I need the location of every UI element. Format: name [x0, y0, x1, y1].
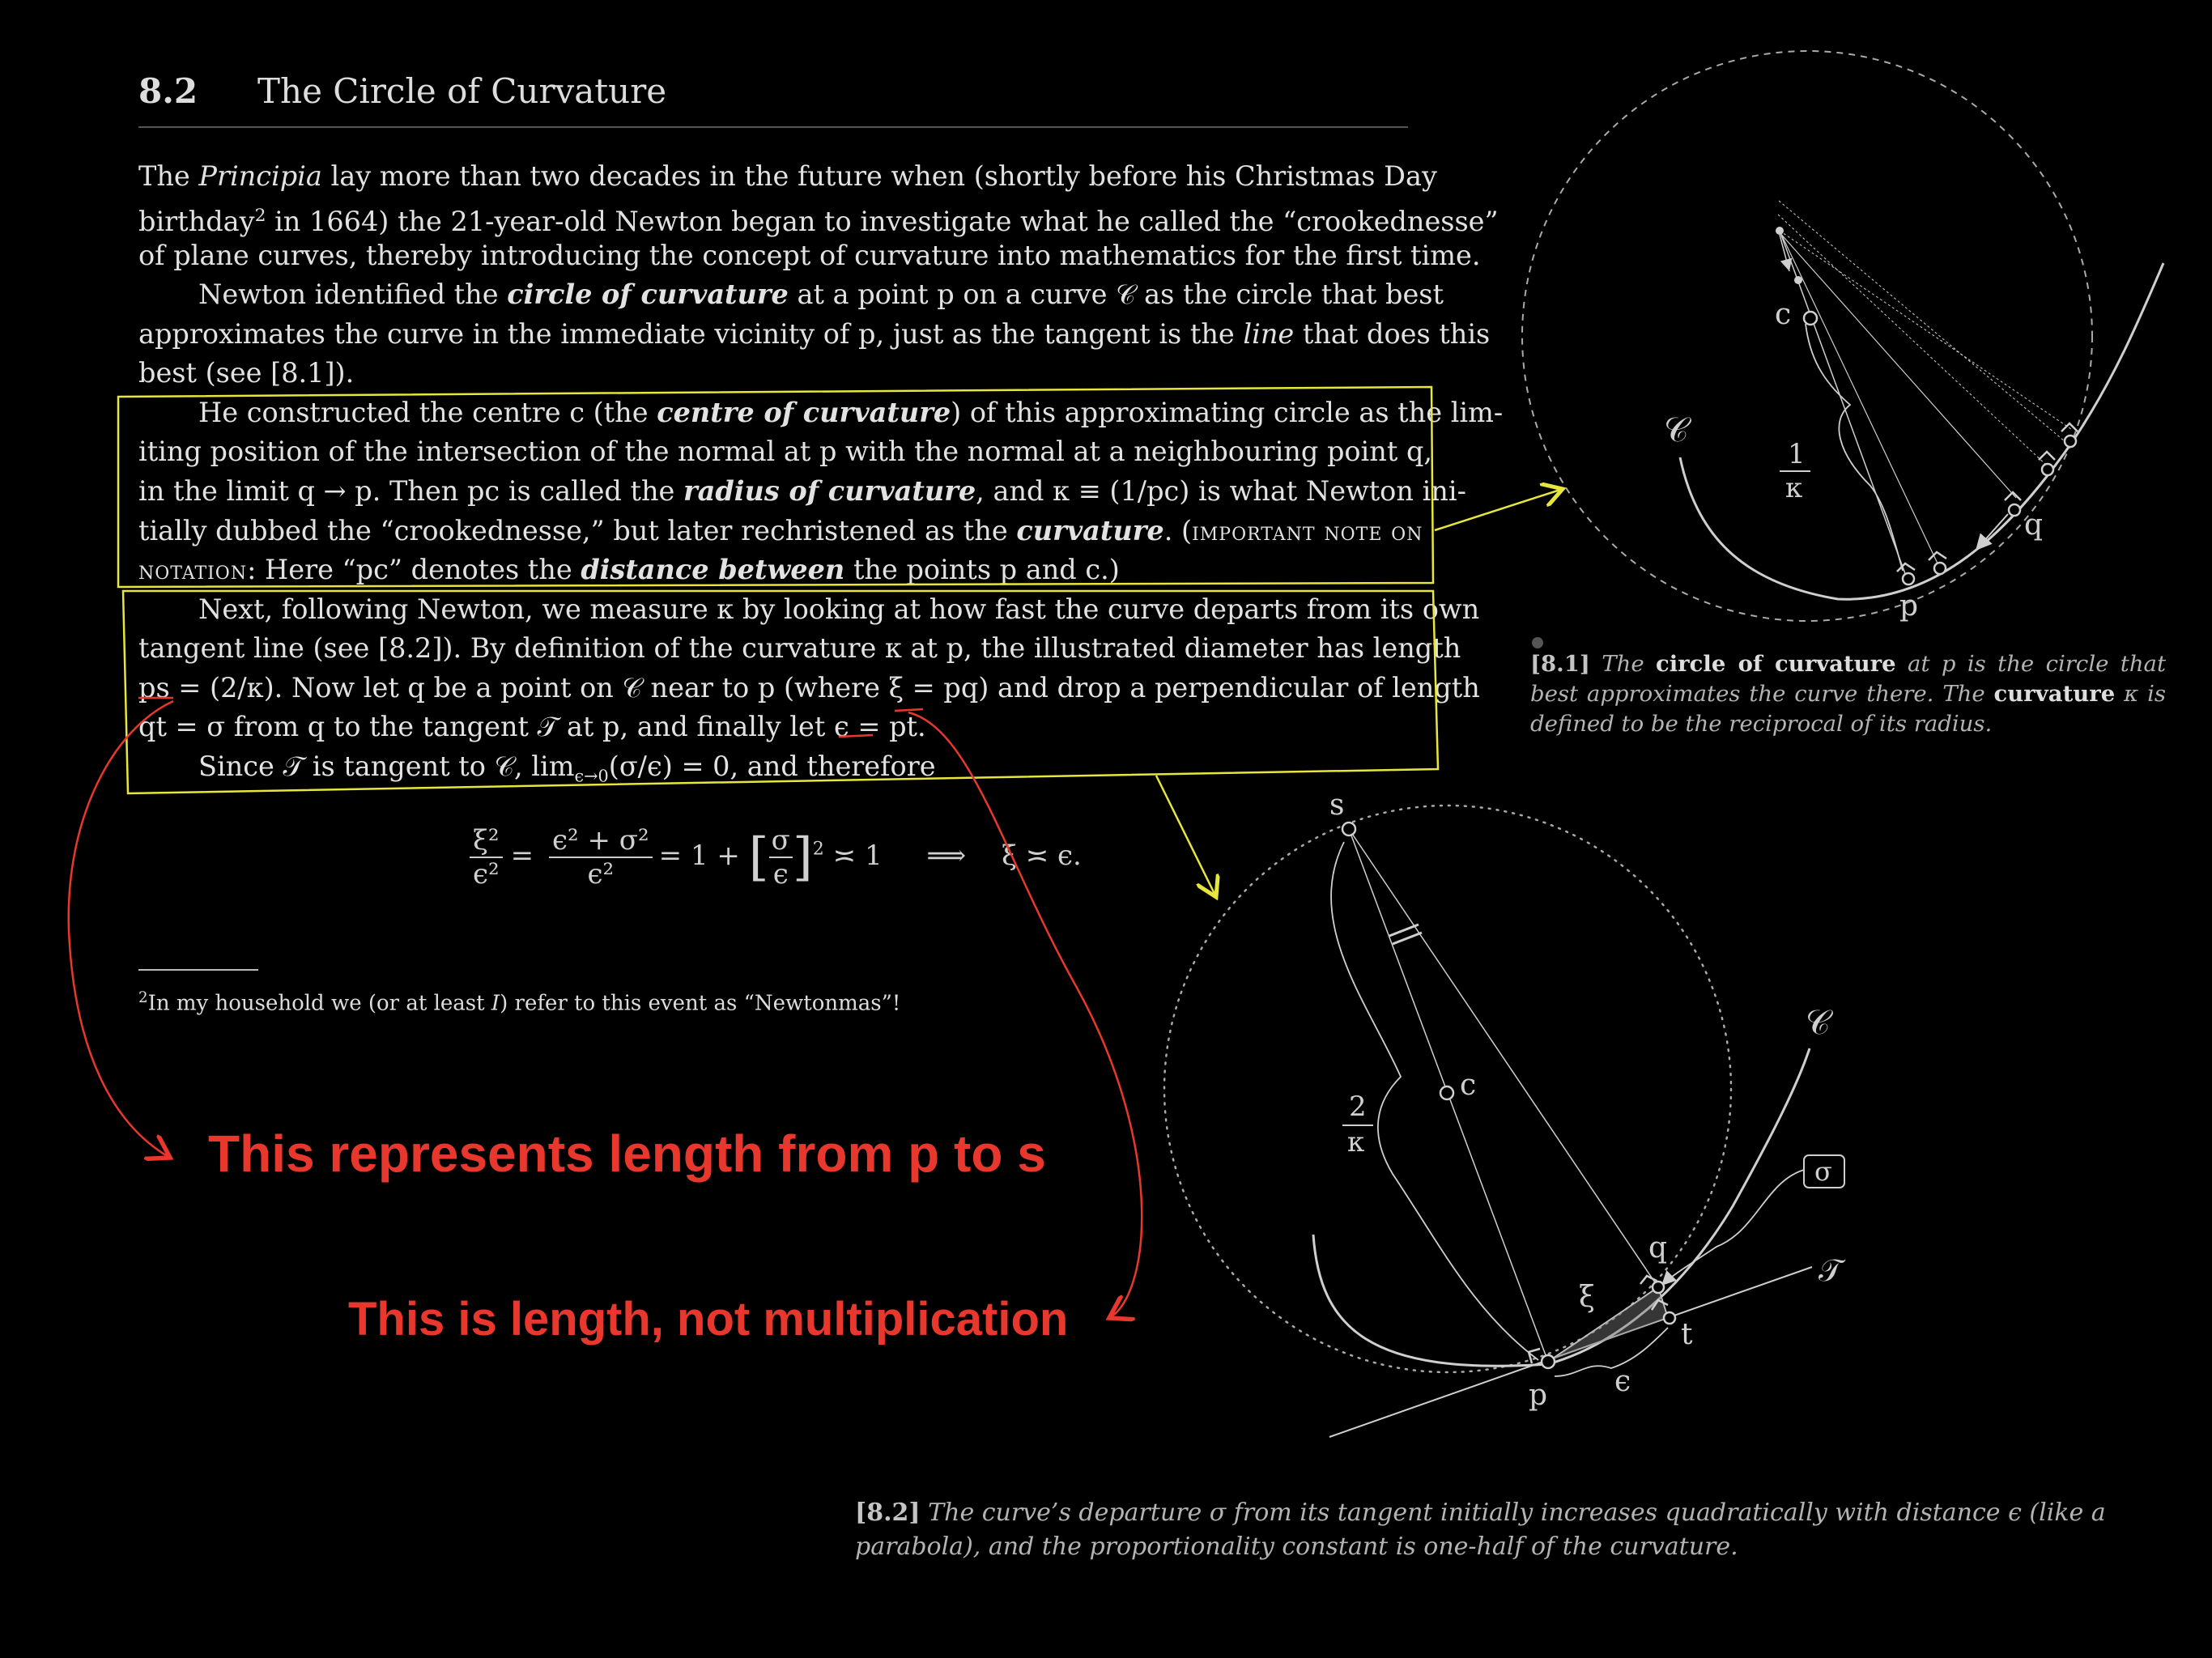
text-line: best (see [8.1]). [138, 357, 355, 389]
figure1-point [2042, 464, 2053, 475]
text-line: notation: Here “pc” denotes the distance between the points p and c.) [138, 554, 1120, 585]
figure2-label-p: p [1529, 1379, 1548, 1412]
figure2-label-s: s [1329, 789, 1345, 822]
figure1-normal [1778, 231, 2016, 498]
highlight-box [118, 387, 1504, 587]
footnote: $^2$In my household we (or at least I) refer to this event as “Newtonmas”! [138, 989, 901, 1016]
text-line: ps = (2/κ). Now let q be a point on 𝒞 near to p (where ξ = pq) and drop a perpendicular of length [138, 672, 1480, 704]
figure2-chord [1349, 829, 1658, 1287]
figure2-point-p [1542, 1355, 1555, 1368]
text-line: Newton identified the circle of curvature at a point p on a curve 𝒞 as the circle that best [198, 278, 1444, 310]
figure2-kappa-num: 2 [1349, 1090, 1367, 1123]
annotation-note-multiplication: This is length, not multiplication [348, 1293, 1069, 1346]
figure1-right-angle [2005, 492, 2021, 500]
figure1-arrow [1976, 514, 2008, 551]
figure1-label-q: q [2024, 508, 2044, 542]
display-equation: $\frac{\text{ξ²}}{\text{ϵ²}}$ = $\frac{\text{ϵ² + σ²}}{\text{ϵ²}}$ = 1 + [ $\frac{\sigma}{\epsilon}$ ]$^2$ ≍ 1 ⟹ ξ ≍ ϵ. [470, 824, 1082, 891]
red-underline [839, 735, 873, 737]
figure1-label-curve: 𝒞 [1664, 410, 1689, 449]
red-arrow [69, 701, 173, 1158]
figure2-label-sigma: σ [1814, 1156, 1832, 1187]
text-line: of plane curves, thereby introducing the concept of curvature into mathematics for the first time. [138, 240, 1481, 271]
figure1-right-angle [1929, 552, 1946, 560]
text-line: tially dubbed the “crookednesse,” but later rechristened as the curvature. (important note on [138, 515, 1423, 546]
figure2-curve [1313, 1048, 1810, 1366]
figure1-point [1934, 563, 1946, 574]
figure1-label-c: c [1775, 298, 1792, 331]
figure2-point-q [1653, 1282, 1664, 1293]
text-line: The Principia lay more than two decades in the future when (shortly before his Christmas Day [138, 160, 1437, 192]
figure2-label-c: c [1460, 1069, 1477, 1102]
figure1-normal [1780, 231, 1939, 567]
figure2-label-curve: 𝒞 [1806, 1002, 1831, 1042]
figure2-point-t [1664, 1312, 1675, 1324]
figure2-label-eps: ϵ [1614, 1365, 1631, 1398]
figure2-label-tangent: 𝒯 [1819, 1252, 1843, 1288]
figure2-right-angle [1529, 1349, 1540, 1363]
figure2-label-q: q [1648, 1231, 1668, 1265]
figure2-point-c [1440, 1086, 1453, 1099]
figure1-point-q [2009, 504, 2020, 516]
text-line: iting position of the intersection of the normal at p with the normal at a neighbouring point q, [138, 436, 1433, 467]
highlight-arrow [1435, 489, 1563, 530]
text-line: He constructed the centre c (the centre of curvature) of this approximating circle as the lim- [198, 397, 1504, 428]
figure1-point [2065, 436, 2076, 447]
figure1 [1522, 51, 2163, 648]
text-line: tangent line (see [8.2]). By definition of the curvature κ at p, the illustrated diameter has length [138, 632, 1461, 664]
figure2-label-t: t [1681, 1318, 1693, 1351]
figure1-caption: [8.1] The circle of curvature at p is the circle that best approximates the curve there. The curvature κ is defined to be the reciprocal of its radius. [1530, 651, 2166, 737]
figure1-point-p [1903, 573, 1914, 585]
figure1-right-angle [2061, 423, 2078, 432]
text-line: Next, following Newton, we measure κ by looking at how fast the curve departs from its own [198, 593, 1480, 625]
figure2-triangle [1548, 1287, 1668, 1362]
figure1-normal [1779, 201, 2065, 441]
figure2-tick [1389, 925, 1419, 936]
red-underline [895, 709, 923, 711]
figure2-sigma-pointer [1661, 1170, 1804, 1286]
figure1-normal [1778, 215, 2047, 466]
figure2-label-xi: ξ [1579, 1281, 1595, 1314]
section-number: 8.2 [138, 71, 198, 111]
figure1-kappa-den: κ [1785, 472, 1803, 504]
figure2 [1164, 789, 1846, 1437]
text-line: approximates the curve in the immediate vicinity of p, just as the tangent is the line that does this [138, 318, 1491, 350]
figure1-label-p: p [1899, 589, 1919, 623]
text-line: birthday$^2$ in 1664) the 21-year-old Newton began to investigate what he called the “crookednesse” [138, 206, 1499, 238]
figure2-caption: [8.2] The curve’s departure σ from its tangent initially increases quadratically with distance ϵ (like a parabola), and the proportionality constant is one-half of the curvature. [855, 1499, 2106, 1561]
figure2-kappa-den: κ [1347, 1126, 1365, 1158]
figure1-kappa-num: 1 [1788, 438, 1806, 470]
figure2-point-s [1342, 823, 1355, 835]
figure1-right-angle [2039, 452, 2055, 460]
text-line: qt = σ from q to the tangent 𝒯 at p, and finally let ϵ = pt. [138, 711, 926, 742]
red-arrow [908, 712, 1142, 1318]
text-line: in the limit q → p. Then pc is called the radius of curvature, and κ ≡ (1/pc) is what Newton ini- [138, 475, 1466, 507]
figure1-stray-dot [1532, 637, 1543, 648]
section-title: The Circle of Curvature [257, 71, 667, 111]
figure1-point-c [1804, 312, 1817, 325]
figure1-right-angle [1897, 563, 1915, 572]
text-line: Since 𝒯 is tangent to 𝒞, $\lim_{\epsilon\to 0}(\sigma/\epsilon) = 0$, and therefore [198, 750, 936, 786]
figure1-point [1776, 227, 1784, 235]
highlight-box [123, 591, 1480, 793]
figure1-brace [1806, 324, 1903, 571]
figure1-point [1794, 276, 1802, 284]
figure1-normal [1780, 231, 2071, 429]
figure2-tick [1393, 933, 1422, 944]
highlight-arrow [1156, 776, 1216, 897]
annotation-note-length: This represents length from p to s [208, 1124, 1046, 1183]
